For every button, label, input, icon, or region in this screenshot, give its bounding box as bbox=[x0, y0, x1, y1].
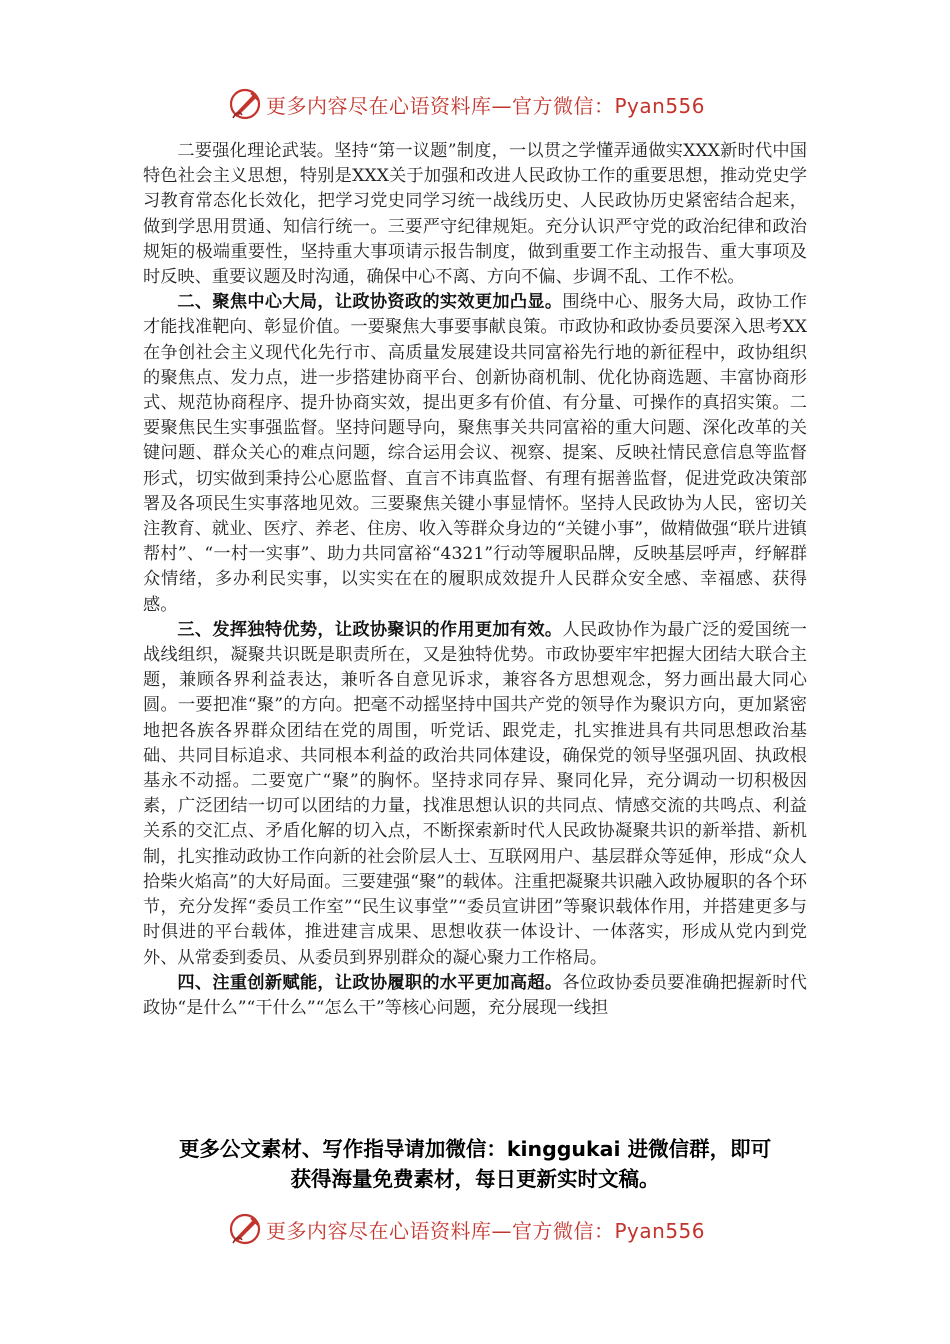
section-3-heading: 三、发挥独特优势，让政协聚识的作用更加有效。 bbox=[177, 619, 563, 640]
pen-logo-icon bbox=[228, 1212, 262, 1246]
paragraph-1: 二要强化理论武装。坚持“第一议题”制度，一以贯之学懂弄通做实XXX新时代中国特色社会主义思想，特别是XXX关于加强和改进人民政协工作的重要思想，推动党史学习教育常态化长效化，把学习党史同学习统一战线历史、人民政协历史紧密结合起来，做到学思用贯通、知信行统一。三要严守纪律规矩。充分认识严守党的政治纪律和政治规矩的极端重要性，坚持重大事项请示报告制度，做到重要工作主动报告、重大事项及时反映、重要议题及时沟通，确保中心不离、方向不偏、步调不乱、工作不松。 bbox=[143, 141, 807, 288]
paragraph-4 bbox=[143, 971, 807, 1021]
header-watermark-banner bbox=[228, 86, 705, 122]
section-2-heading: 二、聚焦中心大局，让政协资政的实效更加凸显。 bbox=[177, 292, 563, 313]
section-4-heading: 四、注重创新赋能，让政协履职的水平更加高超。 bbox=[177, 972, 563, 993]
footer-watermark-text: 更多内容尽在心语资料库—官方微信：Pyan556 bbox=[266, 1218, 706, 1243]
promo-line-1: 更多公文素材、写作指导请加微信：kinggukai 进微信群，即可 bbox=[178, 1137, 772, 1161]
section-2-body: 围绕中心、服务大局，政协工作才能找准靶向、彰显价值。一要聚焦大事要事献良策。市政协和政协委员要深入思考XX在争创社会主义现代化先行市、高质量发展建设共同富裕先行地的新征程中，政协组织的聚焦点、发力点，进一步搭建协商平台、创新协商机制、优化协商选题、丰富协商形式、规范协商程序、提升协商实效，提出更多有价值、有分量、可操作的真招实策。二要聚焦民生实事强监督。坚持问题导向，聚焦事关共同富裕的重大问题、深化改革的关键问题、群众关心的难点问题，综合运用会议、视察、提案、反映社情民意信息等监督形式，切实做到秉持公心愿监督、直言不讳真监督、有理有据善监督，促进党政决策部署及各项民生实事落地见效。三要聚焦关键小事显情怀。坚持人民政协为人民，密切关注教育、就业、医疗、养老、住房、收入等群众身边的“关键小事”，做精做强“联片进镇帮村”、“一村一实事”、助力共同富裕“4321”行动等履职品牌，反映基层呼声，纾解群众情绪，多办利民实事，以实实在在的履职成效提升人民群众安全感、幸福感、获得感。 bbox=[143, 292, 807, 615]
pen-logo-icon bbox=[228, 87, 262, 121]
section-3-body: 人民政协作为最广泛的爱国统一战线组织，凝聚共识既是职责所在，又是独特优势。市政协要牢牢把握大团结大联合主题，兼顾各界利益表达，兼听各自意见诉求，兼容各方思想观念，努力画出最大同心圆。一要把准“聚”的方向。把毫不动摇坚持中国共产党的领导作为聚识方向，更加紧密地把各族各界群众团结在党的周围，听党话、跟党走，扎实推进具有共同思想政治基础、共同目标追求、共同根本利益的政治共同体建设，确保党的领导坚强巩固、执政根基永不动摇。二要宽广“聚”的胸怀。坚持求同存异、聚同化异，充分调动一切积极因素，广泛团结一切可以团结的力量，找准思想认识的共同点、情感交流的共鸣点、利益关系的交汇点、矛盾化解的切入点，不断探索新时代人民政协凝聚共识的新举措、新机制，扎实推动政协工作向新的社会阶层人士、互联网用户、基层群众等延伸，形成“众人拾柴火焰高”的大好局面。三要建强“聚”的载体。注重把凝聚共识融入政协履职的各个环节，充分发挥“委员工作室”“民生议事堂”“委员宣讲团”等聚识载体作用，并搭建更多与时俱进的平台载体，推进建言成果、思想收获一体设计、一体落实，形成从党内到党外、从常委到委员、从委员到界别群众的凝心聚力工作格局。 bbox=[143, 619, 807, 968]
paragraph-2 bbox=[143, 290, 807, 618]
paragraph-3 bbox=[143, 618, 807, 971]
promo-line-2: 获得海量免费素材，每日更新实时文稿。 bbox=[290, 1167, 660, 1191]
header-watermark-text: 更多内容尽在心语资料库—官方微信：Pyan556 bbox=[266, 93, 706, 118]
document-body bbox=[143, 139, 807, 1021]
section-4-body: 各位政协委员要准确把握新时代政协“是什么”“干什么”“怎么干”等核心问题，充分展现一线担 bbox=[143, 972, 807, 1018]
promo-notice bbox=[140, 1134, 810, 1194]
footer-watermark-banner bbox=[228, 1211, 705, 1247]
